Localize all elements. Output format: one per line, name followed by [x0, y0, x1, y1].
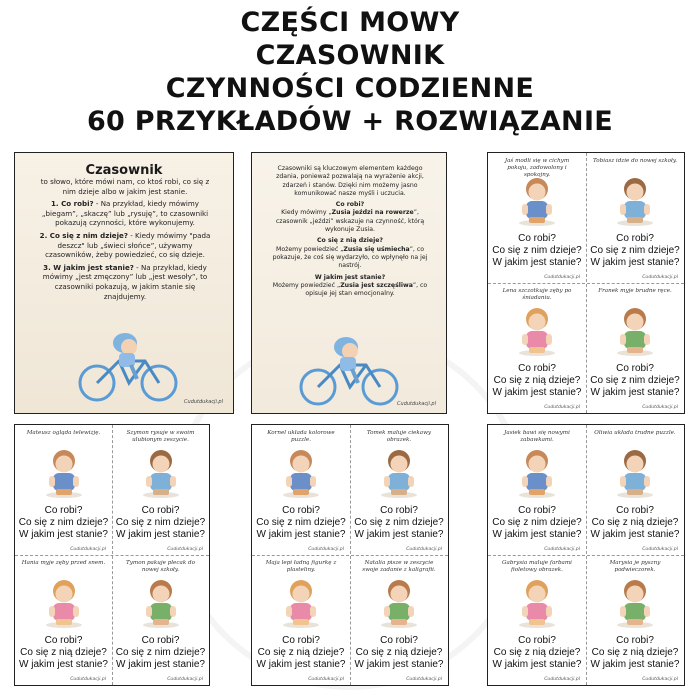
card-credit: Cudutdukacji.pl [70, 677, 106, 682]
card-credit: Cudutdukacji.pl [167, 547, 203, 552]
question-what-happens: Co się z nią dzieje? [493, 647, 581, 658]
card-credit: Cudutdukacji.pl [406, 677, 442, 682]
intro-definition: to słowo, które mówi nam, co ktoś robi, co się z nim dzieje albo w jakim jest stanie. [40, 177, 210, 196]
card-credit: Cudutdukacji.pl [406, 547, 442, 552]
child-illustration [278, 577, 324, 633]
question-what-state: W jakim jest stanie? [492, 659, 582, 670]
question-what-doing: Co robi? [518, 505, 556, 516]
card-caption: Jasiek bawi się nowymi zabawkami. [504, 430, 570, 443]
intro-heading: Czasownik [85, 163, 163, 178]
sheet-credit: Cudutdukacji.pl [397, 401, 436, 407]
question-what-doing: Co robi? [380, 505, 418, 516]
girl-on-bicycle-illustration [73, 321, 183, 405]
child-illustration [376, 577, 422, 633]
explanation-example-1: Kiedy mówimy „Zusia jeździ na rowerze”, czasownik „jeździ” wskazuje na czynność, którą wykonuje Zusia. [275, 209, 425, 234]
question-what-happens: Co się z nim dzieje? [492, 517, 582, 528]
card-caption: Tomek maluje ciekawy obrazek. [366, 430, 432, 443]
question-what-happens: Co się z nią dzieje? [591, 647, 679, 658]
activity-card [350, 425, 448, 555]
card-caption: Marysia je pyszny podwieczorek. [609, 560, 661, 573]
sheet-credit: Cudutdukacji.pl [184, 399, 223, 405]
card-caption: Szymon rysuje w swoim ulubionym zeszycie. [126, 430, 195, 443]
question-what-doing: Co robi? [616, 505, 654, 516]
child-illustration [376, 447, 422, 503]
question-what-doing: Co robi? [141, 505, 180, 516]
activity-card [15, 425, 112, 555]
question-what-doing: Co robi? [518, 233, 556, 244]
child-illustration [514, 305, 560, 361]
question-what-state: W jakim jest stanie? [590, 387, 680, 398]
question-what-state: W jakim jest stanie? [492, 387, 582, 398]
question-what-happens: Co się z nim dzieje? [256, 517, 346, 528]
card-caption: Tymon pakuje plecak do nowej szkoły. [126, 560, 195, 573]
card-caption: Oliwia układa trudne puzzle. [594, 430, 676, 436]
activity-card [586, 283, 684, 413]
card-caption: Gabrysia maluje farbami fioletowy obrazek. [502, 560, 572, 573]
card-credit: Cudutdukacji.pl [642, 405, 678, 410]
activity-card [252, 425, 350, 555]
card-caption: Mateusz ogląda telewizję. [26, 430, 101, 436]
card-sheet-1 [487, 152, 685, 414]
intro-point-2: 2. Co się z nim dzieje? - Kiedy mówimy "pada deszcz" lub „świeci słońce”, używamy czasowników, żeby powiedzieć, co się dzieje. [39, 230, 211, 260]
girl-on-bicycle-illustration [294, 325, 404, 409]
activity-card [488, 283, 586, 413]
card-credit: Cudutdukacji.pl [544, 547, 580, 552]
card-credit: Cudutdukacji.pl [544, 677, 580, 682]
question-what-state: W jakim jest stanie? [19, 529, 108, 540]
activity-card [488, 153, 586, 283]
child-illustration [138, 447, 184, 503]
card-credit: Cudutdukacji.pl [308, 547, 344, 552]
explanation-example-3: Możemy powiedzieć „Zusia jest szczęśliwa”, co opisuje jej stan emocjonalny. [272, 281, 428, 298]
question-what-happens: Co się z nim dzieje? [115, 517, 206, 528]
question-what-doing: Co robi? [44, 635, 83, 646]
activity-card [112, 555, 209, 685]
question-what-state: W jakim jest stanie? [590, 529, 680, 540]
question-what-state: W jakim jest stanie? [256, 529, 346, 540]
card-caption: Maja lepi ładną figurkę z plasteliny. [265, 560, 337, 573]
card-caption: Natalia pisze w zeszycie swoje zadanie z kaligrafii. [362, 560, 436, 573]
card-sheet-4 [487, 424, 685, 686]
child-illustration [278, 447, 324, 503]
card-credit: Cudutdukacji.pl [544, 275, 580, 280]
question-what-state: W jakim jest stanie? [590, 659, 680, 670]
title-line-3: CZYNNOŚCI CODZIENNE [165, 73, 535, 104]
question-what-state: W jakim jest stanie? [354, 659, 444, 670]
explanation-question-2: Co się z nią dzieje? [317, 237, 383, 245]
card-credit: Cudutdukacji.pl [544, 405, 580, 410]
child-illustration [41, 447, 87, 503]
title-line-4: 60 PRZYKŁADÓW + ROZWIĄZANIE [86, 106, 614, 137]
card-credit: Cudutdukacji.pl [70, 547, 106, 552]
intro-point-1: 1. Co robi? - Na przykład, kiedy mówimy „biegam”, „skaczę” lub „rysuję”, to czasowniki pokazują czynności, które wykonujemy. [41, 199, 209, 228]
question-what-doing: Co robi? [380, 635, 418, 646]
card-caption: Franek myje brudne ręce. [598, 288, 672, 294]
question-what-state: W jakim jest stanie? [590, 257, 680, 268]
question-what-doing: Co robi? [616, 635, 654, 646]
question-what-happens: Co się z nim dzieje? [18, 517, 109, 528]
child-illustration [514, 175, 560, 231]
question-what-happens: Co się z nim dzieje? [590, 245, 680, 256]
activity-card [112, 425, 209, 555]
question-what-state: W jakim jest stanie? [354, 529, 444, 540]
intro-point-3: 3. W jakim jest stanie? - Na przykład, kiedy mówimy „jest zmęczony” lub „jest wesoły”, to czasowniki pokazują, w jakim stanie się znajdujemy. [42, 262, 208, 301]
card-credit: Cudutdukacji.pl [308, 677, 344, 682]
explanation-question-1: Co robi? [335, 201, 365, 209]
activity-card [252, 555, 350, 685]
activity-card [586, 555, 684, 685]
question-what-happens: Co się z nią dzieje? [355, 647, 443, 658]
question-what-happens: Co się z nim dzieje? [590, 375, 680, 386]
intro-sheet [14, 152, 234, 414]
child-illustration [514, 577, 560, 633]
question-what-state: W jakim jest stanie? [492, 257, 582, 268]
question-what-happens: Co się z nim dzieje? [492, 245, 582, 256]
child-illustration [612, 577, 658, 633]
child-illustration [612, 305, 658, 361]
explanation-question-3: W jakim jest stanie? [314, 273, 386, 281]
explanation-intro: Czasowniki są kluczowym elementem każdego zdania, ponieważ pozwalają na wyrażenie akcji, zdarzeń i stanów. Dzięki nim możemy jasno komunikować nasze myśli i uczucia. [276, 165, 424, 197]
activity-card [586, 425, 684, 555]
explanation-example-2: Możemy powiedzieć „Zusia się uśmiecha”, co pokazuje, że coś się wydarzyło, co wpłynęło na jej nastrój. [272, 245, 428, 270]
question-what-doing: Co robi? [44, 505, 83, 516]
title-line-2: CZASOWNIK [255, 40, 445, 71]
card-sheet-3 [251, 424, 449, 686]
activity-card [350, 555, 448, 685]
child-illustration [138, 577, 184, 633]
title-line-1: CZĘŚCI MOWY [240, 7, 460, 38]
question-what-doing: Co robi? [518, 635, 556, 646]
question-what-state: W jakim jest stanie? [256, 659, 346, 670]
question-what-state: W jakim jest stanie? [116, 659, 205, 670]
question-what-state: W jakim jest stanie? [19, 659, 108, 670]
card-caption: Tobiasz idzie do nowej szkoły. [592, 158, 678, 164]
explanation-body [266, 165, 434, 301]
intro-body [33, 177, 217, 304]
question-what-happens: Co się z nią dzieje? [591, 517, 679, 528]
question-what-happens: Co się z nią dzieje? [20, 647, 107, 658]
question-what-happens: Co się z nią dzieje? [257, 647, 345, 658]
question-what-state: W jakim jest stanie? [116, 529, 205, 540]
question-what-doing: Co robi? [282, 505, 320, 516]
question-what-happens: Co się z nią dzieje? [493, 375, 581, 386]
card-credit: Cudutdukacji.pl [642, 677, 678, 682]
child-illustration [514, 447, 560, 503]
card-caption: Jaś modli się w cichym pokoju, zadowolony i spokojny. [504, 158, 570, 178]
page-title [0, 6, 700, 138]
question-what-state: W jakim jest stanie? [492, 529, 582, 540]
question-what-doing: Co robi? [282, 635, 320, 646]
activity-card [488, 555, 586, 685]
child-illustration [612, 175, 658, 231]
question-what-happens: Co się z nim dzieje? [354, 517, 444, 528]
question-what-doing: Co robi? [616, 363, 654, 374]
card-caption: Lena szczotkuje zęby po śniadaniu. [502, 288, 572, 301]
child-illustration [612, 447, 658, 503]
card-sheet-2 [14, 424, 210, 686]
activity-card [15, 555, 112, 685]
card-credit: Cudutdukacji.pl [642, 275, 678, 280]
child-illustration [41, 577, 87, 633]
explanation-sheet [251, 152, 447, 414]
question-what-doing: Co robi? [141, 635, 180, 646]
question-what-doing: Co robi? [616, 233, 654, 244]
card-credit: Cudutdukacji.pl [167, 677, 203, 682]
activity-card [488, 425, 586, 555]
card-caption: Kornel układa kolorowe puzzle. [267, 430, 335, 443]
card-caption: Hania myje zęby przed snem. [21, 560, 106, 566]
question-what-happens: Co się z nim dzieje? [115, 647, 206, 658]
question-what-doing: Co robi? [518, 363, 556, 374]
card-credit: Cudutdukacji.pl [642, 547, 678, 552]
activity-card [586, 153, 684, 283]
